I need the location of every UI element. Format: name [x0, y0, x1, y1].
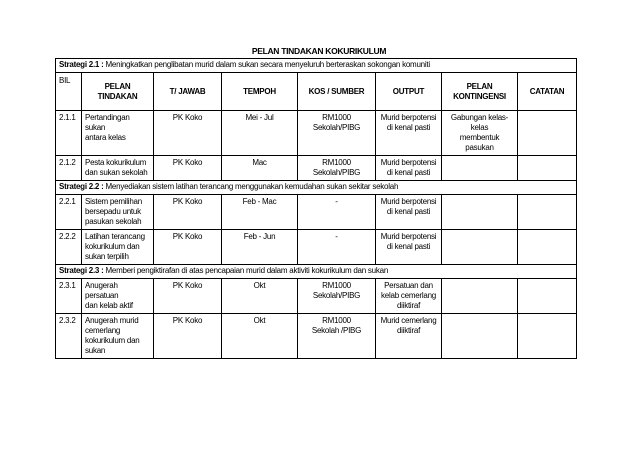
pelan-cell	[82, 195, 154, 230]
header-output: OUTPUT	[376, 73, 442, 111]
tempoh-cell: Feb - Jun	[222, 230, 298, 265]
strategy-cell	[56, 59, 577, 73]
catatan-cell	[518, 156, 577, 181]
bil-cell: 2.3.2	[56, 314, 82, 359]
pelan-cell-line: Pertandingan sukan	[85, 113, 130, 132]
tjawab-cell: PK Koko	[154, 230, 222, 265]
table-row	[56, 195, 577, 230]
kos-cell-line: Sekolah /PIBG	[311, 326, 362, 335]
output-cell-line: Murid berpotensi	[380, 158, 437, 167]
header-bil: BIL	[56, 73, 82, 111]
kos-cell	[298, 195, 376, 230]
output-cell-line: Murid berpotensi	[380, 232, 437, 241]
pelan-cell-line: pasukan sekolah	[85, 217, 142, 226]
kontingensi-cell	[442, 230, 518, 265]
pelan-cell-line: kokurikulum dan	[85, 242, 140, 251]
tjawab-cell: PK Koko	[154, 195, 222, 230]
catatan-cell	[518, 195, 577, 230]
kontingensi-cell	[442, 314, 518, 359]
output-cell-line: di kenal pasti	[386, 123, 431, 132]
pelan-cell	[82, 156, 154, 181]
table-row	[56, 156, 577, 181]
header-tjawab: T/ JAWAB	[154, 73, 222, 111]
tjawab-cell: PK Koko	[154, 279, 222, 314]
bil-cell: 2.3.1	[56, 279, 82, 314]
header-tempoh: TEMPOH	[222, 73, 298, 111]
output-cell-line: Murid berpotensi	[380, 197, 437, 206]
pelan-cell	[82, 314, 154, 359]
kos-cell	[298, 314, 376, 359]
table-body	[56, 59, 577, 359]
pelan-cell-line: kokurikulum dan	[85, 336, 140, 345]
kos-cell-line: Sekolah/PIBG	[312, 168, 361, 177]
catatan-cell	[518, 111, 577, 156]
output-cell-line: di kenal pasti	[386, 207, 431, 216]
pelan-cell-line: antara kelas	[85, 133, 126, 142]
pelan-cell	[82, 111, 154, 156]
pelan-cell	[82, 230, 154, 265]
pelan-cell-line: cemerlang	[85, 326, 121, 335]
pelan-cell-line: Sistem pemilihan	[85, 197, 142, 206]
strategy-cell	[56, 265, 577, 279]
action-plan-table	[55, 58, 577, 359]
table-row	[56, 279, 577, 314]
tjawab-cell: PK Koko	[154, 156, 222, 181]
kontingensi-cell	[442, 279, 518, 314]
kos-cell-line: RM1000	[322, 158, 351, 167]
kos-cell-line: Sekolah/PIBG	[312, 291, 361, 300]
bil-cell: 2.2.1	[56, 195, 82, 230]
output-cell-line: di kenal pasti	[386, 242, 431, 251]
output-cell	[376, 314, 442, 359]
bil-cell: 2.2.2	[56, 230, 82, 265]
strategy-row	[56, 181, 577, 195]
pelan-cell-line: Pesta kokurikulum	[85, 158, 147, 167]
kontingensi-cell	[442, 111, 518, 156]
document-title: PELAN TINDAKAN KOKURIKULUM	[251, 46, 387, 56]
strategy-text: Memberi pengiktirafan di atas pencapaian murid dalam aktiviti kokurikulum dan sukan	[105, 266, 389, 275]
header-kontingensi: PELAN KONTINGENSI	[442, 73, 518, 111]
kontingensi-cell-line: membentuk pasukan	[459, 133, 500, 152]
kontingensi-cell	[442, 156, 518, 181]
strategy-text: Meningkatkan penglibatan murid dalam sukan secara menyeluruh berteraskan sokongan komuniti	[105, 60, 430, 69]
tjawab-cell: PK Koko	[154, 314, 222, 359]
pelan-cell-line: dan kelab aktif	[85, 301, 133, 310]
kos-cell	[298, 230, 376, 265]
tjawab-cell: PK Koko	[154, 111, 222, 156]
output-cell	[376, 230, 442, 265]
strategy-cell	[56, 181, 577, 195]
catatan-cell	[518, 314, 577, 359]
pelan-cell-line: bersepadu untuk	[85, 207, 141, 216]
strategy-label: Strategi 2.1 :	[59, 60, 104, 69]
kos-cell-line: Sekolah/PIBG	[312, 123, 361, 132]
table-row	[56, 111, 577, 156]
kos-cell-line: RM1000	[322, 281, 351, 290]
output-cell-line: Murid berpotensi	[380, 113, 437, 122]
header-kos: KOS / SUMBER	[298, 73, 376, 111]
output-cell	[376, 156, 442, 181]
output-cell-line: Murid cemerlang	[380, 316, 437, 325]
kontingensi-cell	[442, 195, 518, 230]
tempoh-cell: Mac	[222, 156, 298, 181]
header-catatan: CATATAN	[518, 73, 577, 111]
pelan-cell-line: dan sukan sekolah	[85, 168, 148, 177]
strategy-text: Menyediakan sistem latihan terancang menggunakan kemudahan sukan sekitar sekolah	[105, 182, 399, 191]
catatan-cell	[518, 230, 577, 265]
output-cell-line: diiktiraf	[396, 326, 421, 335]
output-cell-line: Persatuan dan	[384, 281, 433, 290]
pelan-cell-line: Anugerah murid	[85, 316, 139, 325]
pelan-cell-line: sukan terpilih	[85, 252, 129, 261]
pelan-cell-line: sukan	[85, 346, 106, 355]
tempoh-cell: Okt	[222, 279, 298, 314]
output-cell-line: diiktiraf	[396, 301, 421, 310]
kos-cell-line: RM1000	[322, 113, 351, 122]
header-row	[56, 73, 577, 111]
strategy-label: Strategi 2.3 :	[59, 266, 104, 275]
pelan-cell-line: Anugerah persatuan	[85, 281, 119, 300]
output-cell-line: kelab cemerlang	[381, 291, 436, 300]
bil-cell: 2.1.1	[56, 111, 82, 156]
pelan-cell	[82, 279, 154, 314]
output-cell	[376, 279, 442, 314]
output-cell-line: di kenal pasti	[386, 168, 431, 177]
kos-cell-line: -	[335, 232, 338, 241]
table-row	[56, 314, 577, 359]
output-cell	[376, 195, 442, 230]
strategy-row	[56, 265, 577, 279]
strategy-row	[56, 59, 577, 73]
catatan-cell	[518, 279, 577, 314]
kos-cell	[298, 279, 376, 314]
kos-cell-line: RM1000	[322, 316, 351, 325]
tempoh-cell: Feb - Mac	[222, 195, 298, 230]
kos-cell	[298, 111, 376, 156]
tempoh-cell: Mei - Jul	[222, 111, 298, 156]
kos-cell-line: -	[335, 197, 338, 206]
bil-cell: 2.1.2	[56, 156, 82, 181]
header-pelan-tindakan: PELAN TINDAKAN	[82, 73, 154, 111]
kos-cell	[298, 156, 376, 181]
strategy-label: Strategi 2.2 :	[59, 182, 104, 191]
tempoh-cell: Okt	[222, 314, 298, 359]
kontingensi-cell-line: Gabungan kelas-kelas	[450, 113, 509, 132]
table-row	[56, 230, 577, 265]
pelan-cell-line: Latihan terancang	[85, 232, 145, 241]
output-cell	[376, 111, 442, 156]
